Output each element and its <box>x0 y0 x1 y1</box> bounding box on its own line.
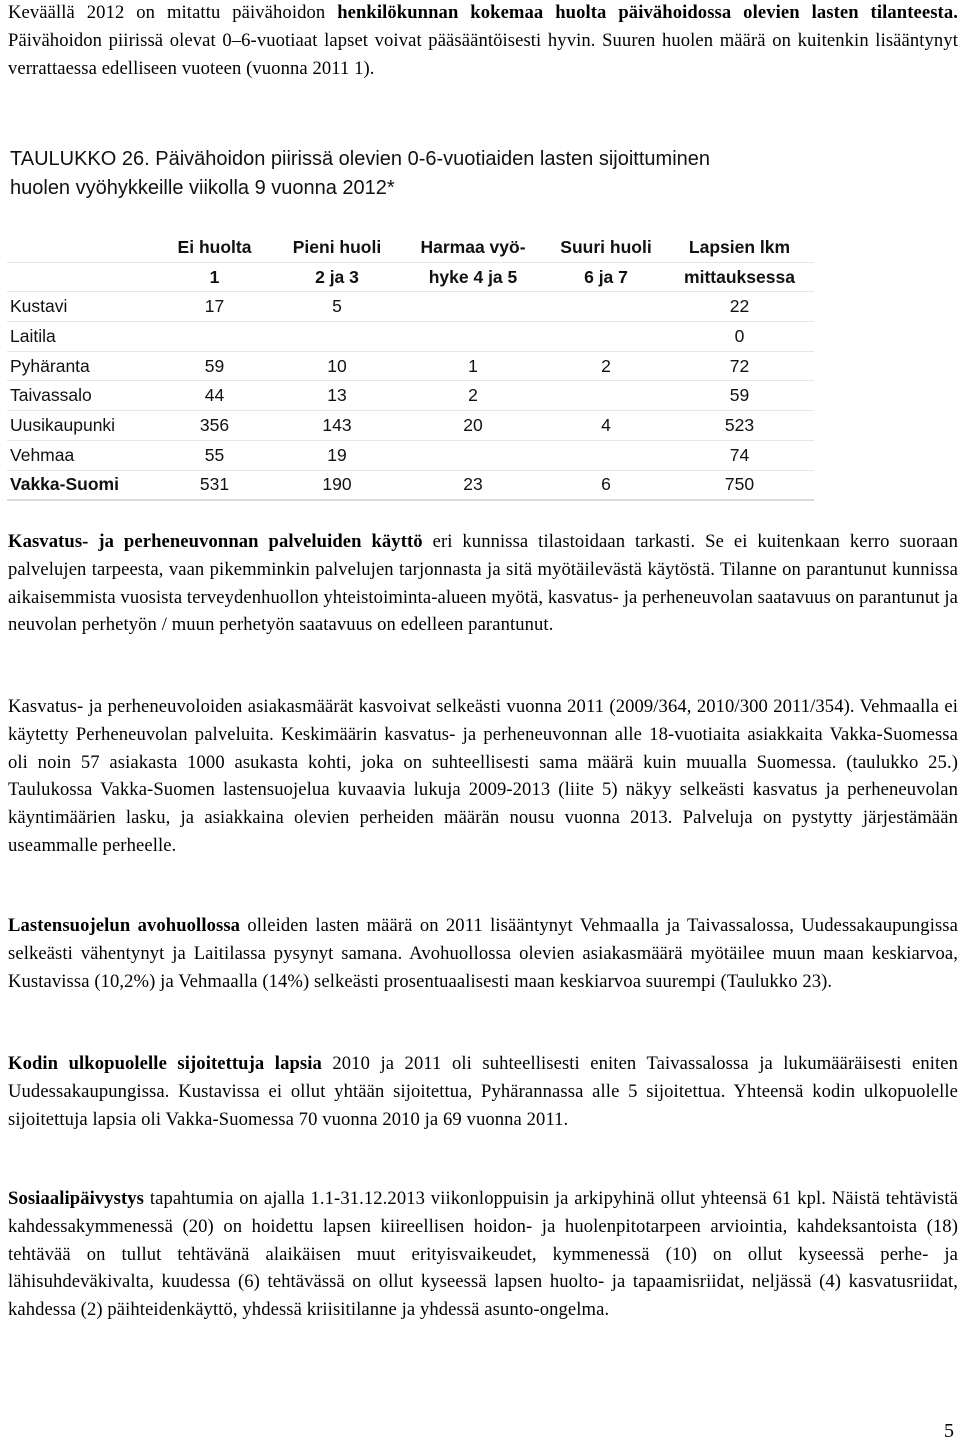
header-cell: Suuri huoli <box>547 233 665 262</box>
value-cell: 1 <box>399 351 547 381</box>
value-cell: 59 <box>154 351 275 381</box>
header-cell: 6 ja 7 <box>547 262 665 292</box>
header-cell <box>7 262 154 292</box>
value-cell <box>547 322 665 352</box>
bold-text: Lastensuojelun avohuollossa <box>8 915 241 936</box>
table-caption-line-1: TAULUKKO 26. Päivähoidon piirissä olevien 0-6-vuotiaiden lasten sijoittuminen <box>10 148 710 170</box>
value-cell <box>547 440 665 470</box>
bold-text: Sosiaalipäivystys <box>8 1188 145 1209</box>
text-span: 2010 ja 2011 oli suhteellisesti eniten Taivassalossa ja lukumääräisesti eniten Uudessakaupungissa. Kustavissa ei ollut yhtään sijoitettua, Pyhärannassa alle 5 sijoitettua. Yhteensä kodin ulkopuolelle sijoitettuja lapsia oli Vakka-Suomessa 70 vuonna 2010 ja 69 vuonna 2011. <box>8 1053 958 1130</box>
bold-text: henkilökunnan kokemaa huolta päivähoidossa olevien lasten tilanteesta. <box>337 2 958 23</box>
value-cell: 5 <box>275 292 399 322</box>
value-cell: 74 <box>665 440 814 470</box>
placements-paragraph <box>8 1050 958 1133</box>
value-cell: 72 <box>665 351 814 381</box>
text-span: eri kunnissa tilastoidaan tarkasti. Se ei kuitenkaan kerro suoraan palvelujen tarpeesta, vaan pikemminkin palvelujen tarjonnasta ja sitä myötäilevästä käytöstä. Tilanne on parantunut kunnissa aikaisemmista vuosista terveydenhuollon yhteistoiminta-alueen myötä, kasvatus- ja perheneuvolan saatavuus on parantunut ja neuvolan perhetyön / muun perhetyön saatavuus on edelleen parantunut. <box>8 531 958 636</box>
value-cell: 13 <box>275 381 399 411</box>
value-cell <box>399 292 547 322</box>
value-cell <box>399 322 547 352</box>
value-cell: 4 <box>547 411 665 441</box>
table-caption-line-2: huolen vyöhykkeille viikolla 9 vuonna 2012* <box>10 177 395 199</box>
value-cell: 356 <box>154 411 275 441</box>
table-header-row <box>7 262 814 292</box>
family-counselling-paragraph <box>8 528 958 639</box>
value-cell: 6 <box>547 470 665 500</box>
table-total-row <box>7 470 814 500</box>
municipality-cell: Taivassalo <box>7 381 154 411</box>
value-cell: 55 <box>154 440 275 470</box>
value-cell: 2 <box>399 381 547 411</box>
client-counts-paragraph <box>8 693 958 860</box>
municipality-cell: Vakka-Suomi <box>7 470 154 500</box>
care-concern-table <box>7 233 814 501</box>
municipality-cell: Vehmaa <box>7 440 154 470</box>
table-row <box>7 440 814 470</box>
text-span: olleiden lasten määrä on 2011 lisääntynyt Vehmaalla ja Taivassalossa, Uudessakaupungissa selkeästi vähentynyt ja Laitilassa pysynyt samana. Avohuollossa olevien asiakasmäärä myötäilee muun maan keskiarvoa, Kustavissa (10,2%) ja Vehmaalla (14%) selkeästi prosentuaalisesti maan keskiarvoa suurempi (Taulukko 23). <box>8 915 958 992</box>
intro-paragraph <box>8 0 958 82</box>
header-cell: Pieni huoli <box>275 233 399 262</box>
value-cell <box>547 381 665 411</box>
text-span: tapahtumia on ajalla 1.1-31.12.2013 viikonloppuisin ja arkipyhinä ollut yhteensä 61 kpl. Näistä tehtävistä kahdessakymmenessä (20) on hoidettu lapsen kiireellisen hoidon- ja huolenpitotarpeen arviointia, kahdeksantoista (18) tehtävää on tullut tehtävänä alaikäisen muut erityisvaikeudet, kymmenessä (10) on ollut kyseessä perhe- ja lähisuhdeväkivalta, kuudessa (6) tehtävässä on ollut kyseessä lapsen huolto- ja tapaamisriidat, neljässä (4) kasvatusriidat, kahdessa (2) päihteidenkäyttö, yhdessä kriisitilanne ja yhdessä asunto-ongelma. <box>8 1188 958 1321</box>
value-cell: 190 <box>275 470 399 500</box>
value-cell <box>154 322 275 352</box>
value-cell: 22 <box>665 292 814 322</box>
text-span: Keväällä 2012 on mitattu päivähoidon <box>8 2 338 23</box>
table-row <box>7 351 814 381</box>
value-cell: 523 <box>665 411 814 441</box>
value-cell <box>399 440 547 470</box>
value-cell: 44 <box>154 381 275 411</box>
value-cell: 531 <box>154 470 275 500</box>
value-cell: 2 <box>547 351 665 381</box>
table-row <box>7 381 814 411</box>
value-cell: 59 <box>665 381 814 411</box>
bold-text: Kodin ulkopuolelle sijoitettuja lapsia <box>8 1053 322 1074</box>
table-row <box>7 411 814 441</box>
header-cell: 1 <box>154 262 275 292</box>
value-cell <box>547 292 665 322</box>
page-number: 5 <box>944 1420 954 1442</box>
bold-text: Kasvatus- ja perheneuvonnan palveluiden käyttö <box>8 531 423 552</box>
table-caption <box>10 145 860 203</box>
value-cell: 23 <box>399 470 547 500</box>
municipality-cell: Uusikaupunki <box>7 411 154 441</box>
open-care-paragraph <box>8 912 958 995</box>
value-cell: 17 <box>154 292 275 322</box>
text-span: Kasvatus- ja perheneuvoloiden asiakasmäärät kasvoivat selkeästi vuonna 2011 (2009/364, 2010/300 2011/354). Vehmaalla ei käytetty Perheneuvolan palveluita. Keskimäärin kasvatus- ja perheneuvonnan alle 18-vuotiaita asiakkaita Vakka-Suomessa oli noin 57 asiakasta 1000 asukasta kohti, joka on suhteellisesti sama määrä kuin muualla Suomessa. (taulukko 25.) Taulukossa Vakka-Suomen lastensuojelua kuvaavia lukuja 2009-2013 (liite 5) näkyy selkeästi kasvatus ja perheneuvolan käyntimäärien lasku, ja asiakkaina olevien perheiden määrän nousu vuonna 2013. Palveluja on pystytty järjestämään useammalle perheelle. <box>8 696 958 856</box>
header-cell <box>7 233 154 262</box>
text-span: Päivähoidon piirissä olevat 0–6-vuotiaat lapset voivat pääsääntöisesti hyvin. Suuren huolen määrä on kuitenkin lisääntynyt verrattaessa edelliseen vuoteen (vuonna 2011 1). <box>8 29 958 79</box>
table-row <box>7 322 814 352</box>
header-cell: mittauksessa <box>665 262 814 292</box>
value-cell: 20 <box>399 411 547 441</box>
emergency-service-paragraph <box>8 1185 958 1324</box>
header-cell: Lapsien lkm <box>665 233 814 262</box>
header-cell: Ei huolta <box>154 233 275 262</box>
value-cell: 143 <box>275 411 399 441</box>
header-cell: Harmaa vyö- <box>399 233 547 262</box>
municipality-cell: Pyhäranta <box>7 351 154 381</box>
table-row <box>7 292 814 322</box>
municipality-cell: Kustavi <box>7 292 154 322</box>
value-cell: 0 <box>665 322 814 352</box>
header-cell: hyke 4 ja 5 <box>399 262 547 292</box>
value-cell <box>275 322 399 352</box>
header-cell: 2 ja 3 <box>275 262 399 292</box>
value-cell: 10 <box>275 351 399 381</box>
value-cell: 750 <box>665 470 814 500</box>
municipality-cell: Laitila <box>7 322 154 352</box>
value-cell: 19 <box>275 440 399 470</box>
table-header-row <box>7 233 814 262</box>
